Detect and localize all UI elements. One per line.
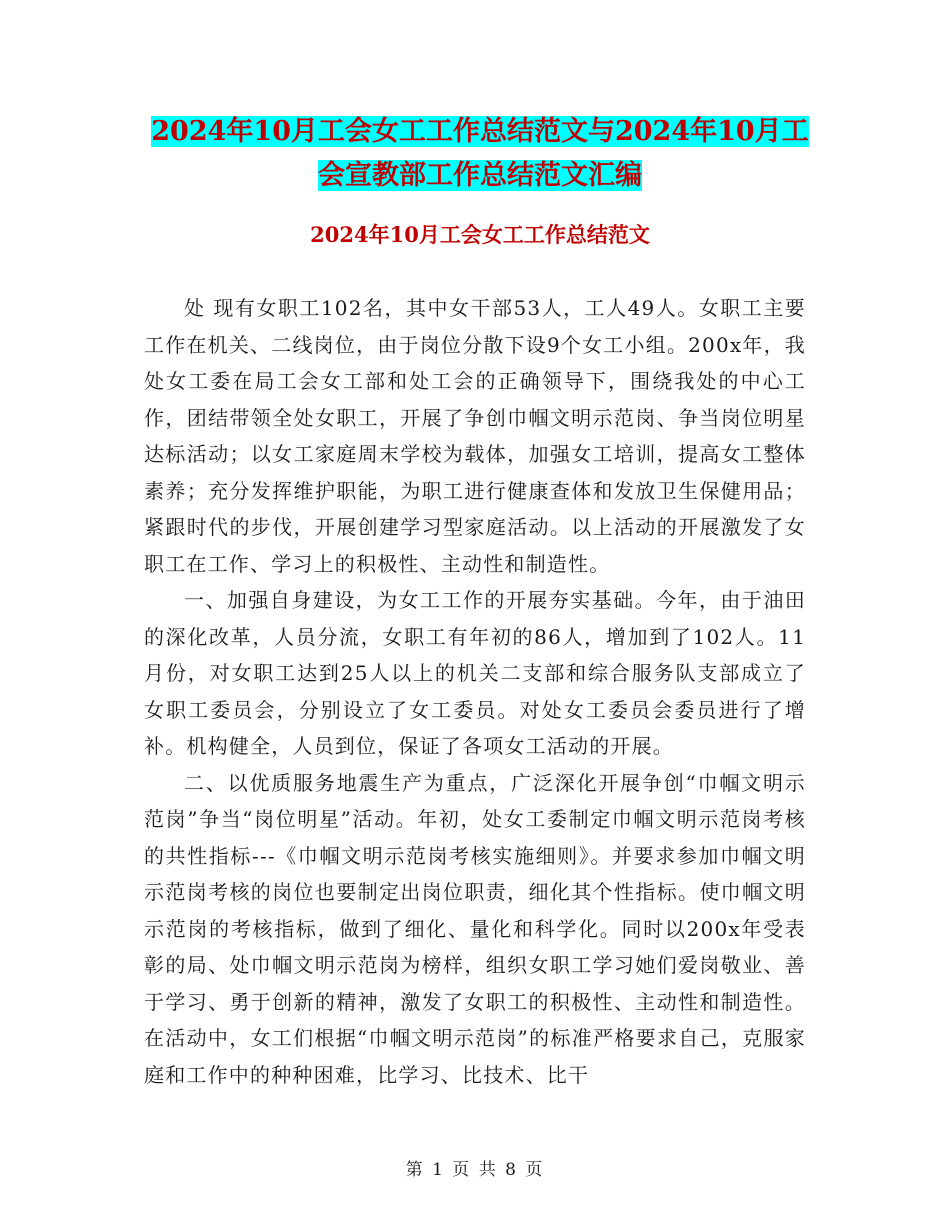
- body-text: [144, 290, 806, 1093]
- page-footer: 第 1 页 共 8 页: [405, 1160, 545, 1180]
- title-line-2: 会宣教部工作总结范文汇编: [318, 160, 642, 191]
- document-title: [140, 110, 820, 198]
- title-line-1: 2024年10月工会女工工作总结范文与2024年10月工: [151, 116, 809, 147]
- paragraph-2: 一、加强自身建设，为女工工作的开展夯实基础。今年，由于油田的深化改革，人员分流，女职工有年初的86人，增加到了102人。11月份，对女职工达到25人以上的机关二支部和综合服务队支部成立了女职工委员会，分别设立了女工委员。对处女工委员会委员进行了增补。机构健全，人员到位，保证了各项女工活动的开展。: [144, 588, 806, 758]
- paragraph-1: 处 现有女职工102名，其中女干部53人，工人49人。女职工主要工作在机关、二线岗位，由于岗位分散下设9个女工小组。200x年，我处女工委在局工会女工部和处工会的正确领导下，围绕我处的中心工作，团结带领全处女职工，开展了争创巾帼文明示范岗、争当岗位明星达标活动；以女工家庭周末学校为载体，加强女工培训，提高女工整体素养；充分发挥维护职能，为职工进行健康查体和发放卫生保健用品；紧跟时代的步伐，开展创建学习型家庭活动。以上活动的开展激发了女职工在工作、学习上的积极性、主动性和制造性。: [144, 296, 806, 576]
- section-title: 2024年10月工会女工工作总结范文: [310, 222, 650, 247]
- paragraph-3: 二、以优质服务地震生产为重点，广泛深化开展争创“巾帼文明示范岗”争当“岗位明星”活动。年初，处女工委制定巾帼文明示范岗考核的共性指标---《巾帼文明示范岗考核实施细则》。并要求参加巾帼文明示范岗考核的岗位也要制定出岗位职责，细化其个性指标。使巾帼文明示范岗的考核指标，做到了细化、量化和科学化。同时以200x年受表彰的局、处巾帼文明示范岗为榜样，组织女职工学习她们爱岗敬业、善于学习、勇于创新的精神，激发了女职工的积极性、主动性和制造性。在活动中，女工们根据“巾帼文明示范岗”的标准严格要求自己，克服家庭和工作中的种种困难，比学习、比技术、比干: [144, 770, 806, 1087]
